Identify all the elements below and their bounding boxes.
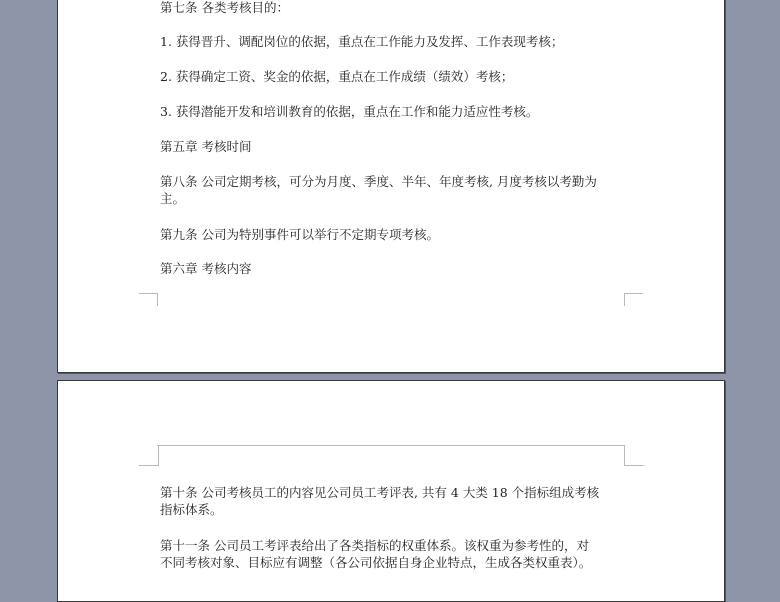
margin-corner-mark	[624, 445, 644, 466]
paragraph: 2. 获得确定工资、奖金的依据，重点在工作成绩（绩效）考核；	[160, 69, 514, 84]
paragraph: 第十一条 公司员工考评表给出了各类指标的权重体系。该权重为参考性的，对	[160, 538, 589, 553]
paragraph: 第八条 公司定期考核，可分为月度、季度、半年、年度考核, 月度考核以考勤为	[160, 174, 597, 189]
paragraph: 第九条 公司为特别事件可以举行不定期专项考核。	[160, 227, 439, 242]
chapter-heading: 第六章 考核内容	[160, 261, 252, 276]
paragraph: 1. 获得晋升、调配岗位的依据，重点在工作能力及发挥、工作表现考核；	[160, 34, 564, 49]
paragraph: 指标体系。	[160, 502, 223, 517]
document-page-1	[57, 0, 725, 373]
margin-corner-mark	[139, 293, 158, 306]
document-page-2	[57, 380, 725, 602]
paragraph: 第十条 公司考核员工的内容见公司员工考评表, 共有 4 大类 18 个指标组成考核	[160, 485, 600, 500]
header-line	[157, 445, 624, 446]
chapter-heading: 第五章 考核时间	[160, 139, 252, 154]
margin-corner-mark	[139, 445, 159, 466]
margin-corner-mark	[624, 293, 643, 306]
paragraph: 主。	[160, 191, 186, 206]
paragraph: 3. 获得潜能开发和培训教育的依据，重点在工作和能力适应性考核。	[160, 104, 539, 119]
paragraph: 第七条 各类考核目的：	[160, 0, 289, 15]
paragraph: 不同考核对象、目标应有调整（各公司依据自身企业特点，生成各类权重表）。	[160, 555, 592, 570]
